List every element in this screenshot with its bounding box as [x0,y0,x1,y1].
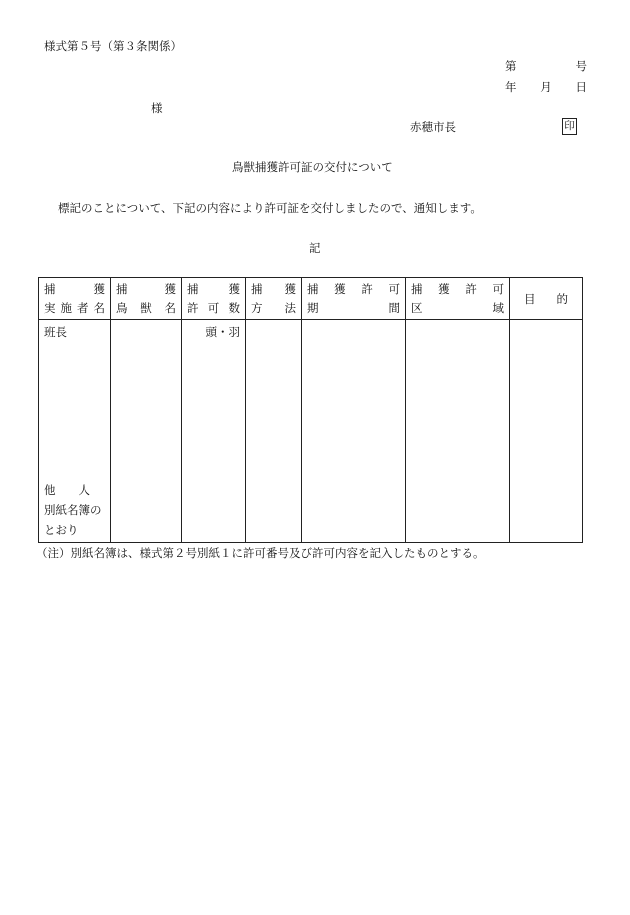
issue-date [505,79,587,95]
cell-species [111,320,182,543]
seal-mark: 印 [562,118,577,135]
ki-heading: 記 [309,241,321,255]
applicant-leader: 班長 [44,325,67,339]
date-month: 月 [540,80,552,94]
permit-table [38,277,583,543]
cell-applicant [39,320,111,543]
form-label: 様式第５号（第３条関係） [44,39,182,53]
cell-method [246,320,302,543]
header-purpose: 目 的 [510,278,583,320]
footnote: （注）別紙名簿は、様式第２号別紙１に許可番号及び許可内容を記入したものとする。 [36,546,485,560]
header-applicant: 捕 獲 実 施 者 名 [39,278,111,320]
issuer-name: 赤穂市長 [410,120,456,134]
body-text: 標記のことについて、下記の内容により許可証を交付しましたので、通知します。 [58,201,482,215]
header-method: 捕 獲 方 法 [246,278,302,320]
header-period: 捕 獲 許 可 期 間 [302,278,406,320]
document-title: 鳥獣捕獲許可証の交付について [232,160,393,174]
recipient-suffix: 様 [151,101,163,115]
applicant-roster-note-end: とおり [44,523,79,537]
cell-purpose [510,320,583,543]
document-number-suffix: 号 [575,59,587,73]
cell-permitted-count [182,320,246,543]
document-number-prefix: 第 [505,59,517,73]
header-permitted-count: 捕 獲 許 可 数 [182,278,246,320]
applicant-roster-note: 別紙名簿の [44,503,102,517]
table-header-row [39,278,583,320]
header-area: 捕 獲 許 可 区 域 [406,278,510,320]
header-species: 捕 獲 鳥 獣 名 [111,278,182,320]
document-number [505,58,587,74]
count-unit: 頭・羽 [205,325,240,339]
table-row [39,320,583,543]
cell-area [406,320,510,543]
applicant-others: 他 人 [44,483,90,497]
date-day: 日 [575,80,587,94]
date-year: 年 [505,80,517,94]
cell-period [302,320,406,543]
